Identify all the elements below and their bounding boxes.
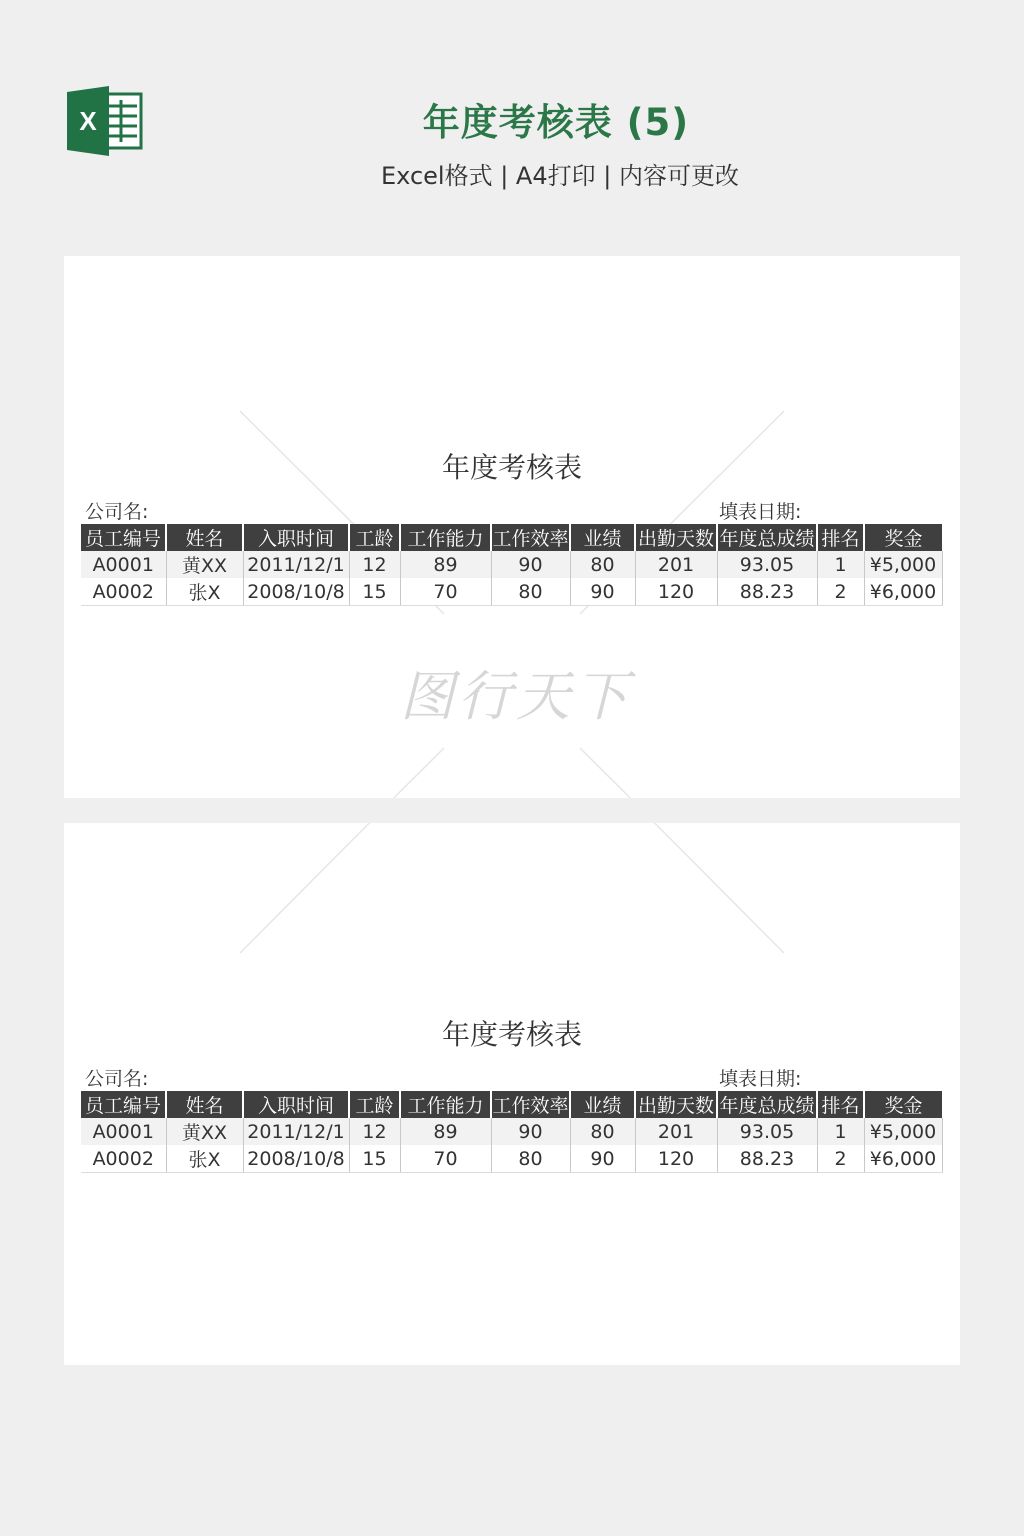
page-subtitle: Excel格式 | A4打印 | 内容可更改 bbox=[381, 162, 739, 190]
table-cell[interactable]: A0002 bbox=[81, 1145, 166, 1173]
col-header-work-ability: 工作能力 bbox=[400, 1091, 491, 1118]
table-cell[interactable]: 2011/12/1 bbox=[243, 551, 349, 578]
table-cell[interactable]: ¥5,000 bbox=[864, 551, 942, 578]
date-label: 填表日期: bbox=[719, 501, 802, 523]
sheet-preview-2 bbox=[64, 823, 960, 1365]
table-cell[interactable]: 80 bbox=[570, 1118, 635, 1145]
table-cell[interactable]: 89 bbox=[400, 1118, 491, 1145]
table-cell[interactable]: 93.05 bbox=[717, 1118, 817, 1145]
col-header-name: 姓名 bbox=[166, 1091, 243, 1118]
table-cell[interactable]: 1 bbox=[817, 1118, 864, 1145]
table-cell[interactable]: 90 bbox=[491, 1118, 570, 1145]
sheet-preview-1 bbox=[64, 256, 960, 798]
company-label: 公司名: bbox=[85, 501, 149, 523]
table-cell[interactable]: 70 bbox=[400, 1145, 491, 1173]
col-header-bonus: 奖金 bbox=[864, 524, 942, 551]
table-cell[interactable]: 70 bbox=[400, 578, 491, 606]
table-cell[interactable]: 2008/10/8 bbox=[243, 578, 349, 606]
table-header-row bbox=[81, 1091, 942, 1118]
assessment-table bbox=[81, 524, 943, 606]
table-row bbox=[81, 1145, 942, 1173]
col-header-work-ability: 工作能力 bbox=[400, 524, 491, 551]
table-cell[interactable]: 黄XX bbox=[166, 551, 243, 578]
table-cell[interactable]: A0002 bbox=[81, 578, 166, 606]
col-header-hire-date: 入职时间 bbox=[243, 1091, 349, 1118]
table-row bbox=[81, 578, 942, 606]
date-label: 填表日期: bbox=[719, 1068, 802, 1090]
table-cell[interactable]: 12 bbox=[349, 1118, 400, 1145]
table-cell[interactable]: 2011/12/1 bbox=[243, 1118, 349, 1145]
table-cell[interactable]: 88.23 bbox=[717, 1145, 817, 1173]
table-cell[interactable]: ¥5,000 bbox=[864, 1118, 942, 1145]
col-header-employee-id: 员工编号 bbox=[81, 524, 166, 551]
col-header-annual-score: 年度总成绩 bbox=[717, 524, 817, 551]
table-cell[interactable]: ¥6,000 bbox=[864, 578, 942, 606]
table-cell[interactable]: 12 bbox=[349, 551, 400, 578]
svg-text:X: X bbox=[79, 106, 97, 136]
table-cell[interactable]: 张X bbox=[166, 578, 243, 606]
company-label: 公司名: bbox=[85, 1068, 149, 1090]
table-cell[interactable]: 90 bbox=[570, 578, 635, 606]
col-header-rank: 排名 bbox=[817, 1091, 864, 1118]
table-cell[interactable]: 120 bbox=[635, 578, 717, 606]
table-cell[interactable]: 90 bbox=[491, 551, 570, 578]
col-header-name: 姓名 bbox=[166, 524, 243, 551]
assessment-table bbox=[81, 1091, 943, 1173]
table-cell[interactable]: 15 bbox=[349, 578, 400, 606]
table-cell[interactable]: 88.23 bbox=[717, 578, 817, 606]
table-row bbox=[81, 1118, 942, 1145]
col-header-attendance-days: 出勤天数 bbox=[635, 524, 717, 551]
col-header-performance: 业绩 bbox=[570, 524, 635, 551]
table-cell[interactable]: 2 bbox=[817, 578, 864, 606]
col-header-seniority: 工龄 bbox=[349, 524, 400, 551]
table-cell[interactable]: 89 bbox=[400, 551, 491, 578]
table-cell[interactable]: 90 bbox=[570, 1145, 635, 1173]
table-cell[interactable]: 1 bbox=[817, 551, 864, 578]
col-header-employee-id: 员工编号 bbox=[81, 1091, 166, 1118]
col-header-seniority: 工龄 bbox=[349, 1091, 400, 1118]
table-cell[interactable]: 80 bbox=[491, 578, 570, 606]
col-header-work-efficiency: 工作效率 bbox=[491, 1091, 570, 1118]
table-cell[interactable]: A0001 bbox=[81, 551, 166, 578]
sheet-title: 年度考核表 bbox=[441, 451, 582, 484]
sheet-title: 年度考核表 bbox=[441, 1018, 582, 1051]
col-header-annual-score: 年度总成绩 bbox=[717, 1091, 817, 1118]
col-header-hire-date: 入职时间 bbox=[243, 524, 349, 551]
table-row bbox=[81, 551, 942, 578]
table-cell[interactable]: 93.05 bbox=[717, 551, 817, 578]
table-cell[interactable]: 张X bbox=[166, 1145, 243, 1173]
table-cell[interactable]: 80 bbox=[570, 551, 635, 578]
col-header-bonus: 奖金 bbox=[864, 1091, 942, 1118]
table-header-row bbox=[81, 524, 942, 551]
col-header-work-efficiency: 工作效率 bbox=[491, 524, 570, 551]
col-header-rank: 排名 bbox=[817, 524, 864, 551]
table-cell[interactable]: ¥6,000 bbox=[864, 1145, 942, 1173]
watermark-text: 图行天下 bbox=[400, 665, 632, 728]
table-cell[interactable]: 2008/10/8 bbox=[243, 1145, 349, 1173]
table-cell[interactable]: 2 bbox=[817, 1145, 864, 1173]
col-header-attendance-days: 出勤天数 bbox=[635, 1091, 717, 1118]
table-cell[interactable]: A0001 bbox=[81, 1118, 166, 1145]
table-cell[interactable]: 120 bbox=[635, 1145, 717, 1173]
table-cell[interactable]: 黄XX bbox=[166, 1118, 243, 1145]
col-header-performance: 业绩 bbox=[570, 1091, 635, 1118]
page-title: 年度考核表 (5) bbox=[422, 101, 690, 144]
table-cell[interactable]: 201 bbox=[635, 551, 717, 578]
table-cell[interactable]: 201 bbox=[635, 1118, 717, 1145]
table-cell[interactable]: 80 bbox=[491, 1145, 570, 1173]
table-cell[interactable]: 15 bbox=[349, 1145, 400, 1173]
